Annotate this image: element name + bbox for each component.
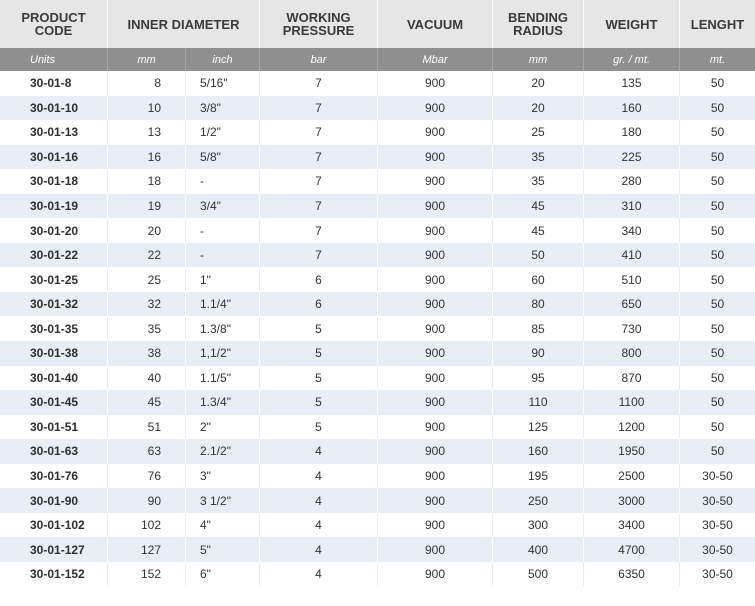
header-length: LENGHT bbox=[680, 0, 755, 48]
cell-inner-diameter-mm: 20 bbox=[108, 218, 186, 243]
cell-length: 50 bbox=[680, 71, 755, 96]
cell-product-code: 30-01-18 bbox=[0, 169, 108, 194]
table-row bbox=[0, 267, 755, 292]
cell-weight: 135 bbox=[584, 71, 680, 96]
cell-working-pressure: 7 bbox=[260, 120, 378, 145]
cell-inner-diameter-inch: - bbox=[186, 243, 260, 268]
cell-product-code: 30-01-102 bbox=[0, 513, 108, 538]
cell-working-pressure: 5 bbox=[260, 316, 378, 341]
cell-inner-diameter-inch: 3 1/2" bbox=[186, 488, 260, 513]
cell-bending-radius: 250 bbox=[493, 488, 584, 513]
cell-inner-diameter-mm: 90 bbox=[108, 488, 186, 513]
table-row bbox=[0, 390, 755, 415]
cell-bending-radius: 35 bbox=[493, 169, 584, 194]
header-product-code: PRODUCT CODE bbox=[0, 0, 108, 48]
header-row bbox=[0, 0, 755, 48]
cell-product-code: 30-01-90 bbox=[0, 488, 108, 513]
cell-vacuum: 900 bbox=[378, 562, 493, 587]
cell-inner-diameter-inch: 1,1/2" bbox=[186, 341, 260, 366]
cell-inner-diameter-inch: 4" bbox=[186, 513, 260, 538]
table-row bbox=[0, 316, 755, 341]
cell-product-code: 30-01-152 bbox=[0, 562, 108, 587]
header-weight: WEIGHT bbox=[584, 0, 680, 48]
cell-working-pressure: 4 bbox=[260, 513, 378, 538]
cell-weight: 410 bbox=[584, 243, 680, 268]
table-row bbox=[0, 464, 755, 489]
cell-product-code: 30-01-63 bbox=[0, 439, 108, 464]
cell-working-pressure: 4 bbox=[260, 464, 378, 489]
header-inner-diameter: INNER DIAMETER bbox=[108, 0, 260, 48]
cell-product-code: 30-01-40 bbox=[0, 366, 108, 391]
cell-length: 50 bbox=[680, 169, 755, 194]
cell-vacuum: 900 bbox=[378, 120, 493, 145]
cell-inner-diameter-inch: 1/2" bbox=[186, 120, 260, 145]
cell-vacuum: 900 bbox=[378, 341, 493, 366]
cell-bending-radius: 20 bbox=[493, 96, 584, 121]
cell-bending-radius: 160 bbox=[493, 439, 584, 464]
cell-vacuum: 900 bbox=[378, 415, 493, 440]
cell-inner-diameter-inch: - bbox=[186, 218, 260, 243]
cell-working-pressure: 7 bbox=[260, 194, 378, 219]
cell-product-code: 30-01-38 bbox=[0, 341, 108, 366]
cell-length: 50 bbox=[680, 366, 755, 391]
unit-weight: gr. / mt. bbox=[584, 48, 680, 71]
cell-bending-radius: 25 bbox=[493, 120, 584, 145]
cell-vacuum: 900 bbox=[378, 537, 493, 562]
cell-length: 50 bbox=[680, 243, 755, 268]
cell-vacuum: 900 bbox=[378, 243, 493, 268]
cell-inner-diameter-inch: 1.3/4" bbox=[186, 390, 260, 415]
cell-product-code: 30-01-32 bbox=[0, 292, 108, 317]
cell-weight: 730 bbox=[584, 316, 680, 341]
cell-vacuum: 900 bbox=[378, 292, 493, 317]
cell-weight: 4700 bbox=[584, 537, 680, 562]
cell-weight: 280 bbox=[584, 169, 680, 194]
table-row bbox=[0, 194, 755, 219]
cell-product-code: 30-01-51 bbox=[0, 415, 108, 440]
cell-inner-diameter-mm: 16 bbox=[108, 145, 186, 170]
cell-weight: 225 bbox=[584, 145, 680, 170]
cell-vacuum: 900 bbox=[378, 488, 493, 513]
cell-weight: 800 bbox=[584, 341, 680, 366]
cell-weight: 2500 bbox=[584, 464, 680, 489]
cell-vacuum: 900 bbox=[378, 267, 493, 292]
cell-vacuum: 900 bbox=[378, 316, 493, 341]
cell-inner-diameter-mm: 18 bbox=[108, 169, 186, 194]
cell-weight: 1200 bbox=[584, 415, 680, 440]
header-bending-radius: BENDING RADIUS bbox=[493, 0, 584, 48]
cell-length: 50 bbox=[680, 96, 755, 121]
cell-inner-diameter-inch: 1" bbox=[186, 267, 260, 292]
cell-working-pressure: 5 bbox=[260, 415, 378, 440]
cell-working-pressure: 5 bbox=[260, 366, 378, 391]
cell-vacuum: 900 bbox=[378, 194, 493, 219]
table-row bbox=[0, 537, 755, 562]
cell-inner-diameter-inch: 1.3/8" bbox=[186, 316, 260, 341]
table-body bbox=[0, 71, 755, 586]
header-working-pressure: WORKING PRESSURE bbox=[260, 0, 378, 48]
cell-bending-radius: 60 bbox=[493, 267, 584, 292]
table-row bbox=[0, 120, 755, 145]
cell-bending-radius: 500 bbox=[493, 562, 584, 587]
cell-bending-radius: 300 bbox=[493, 513, 584, 538]
cell-bending-radius: 195 bbox=[493, 464, 584, 489]
cell-length: 50 bbox=[680, 316, 755, 341]
table-row bbox=[0, 145, 755, 170]
cell-inner-diameter-inch: 5/8" bbox=[186, 145, 260, 170]
cell-product-code: 30-01-22 bbox=[0, 243, 108, 268]
cell-vacuum: 900 bbox=[378, 366, 493, 391]
cell-inner-diameter-mm: 25 bbox=[108, 267, 186, 292]
cell-product-code: 30-01-13 bbox=[0, 120, 108, 145]
cell-working-pressure: 7 bbox=[260, 96, 378, 121]
table-row bbox=[0, 341, 755, 366]
table-row bbox=[0, 562, 755, 587]
cell-length: 50 bbox=[680, 390, 755, 415]
cell-inner-diameter-inch: 5" bbox=[186, 537, 260, 562]
cell-length: 50 bbox=[680, 120, 755, 145]
cell-working-pressure: 4 bbox=[260, 488, 378, 513]
cell-working-pressure: 7 bbox=[260, 169, 378, 194]
cell-length: 30-50 bbox=[680, 488, 755, 513]
cell-length: 30-50 bbox=[680, 464, 755, 489]
cell-product-code: 30-01-8 bbox=[0, 71, 108, 96]
cell-inner-diameter-mm: 19 bbox=[108, 194, 186, 219]
cell-inner-diameter-mm: 45 bbox=[108, 390, 186, 415]
cell-working-pressure: 4 bbox=[260, 537, 378, 562]
cell-inner-diameter-mm: 13 bbox=[108, 120, 186, 145]
cell-vacuum: 900 bbox=[378, 390, 493, 415]
cell-bending-radius: 45 bbox=[493, 218, 584, 243]
cell-working-pressure: 7 bbox=[260, 145, 378, 170]
cell-length: 30-50 bbox=[680, 513, 755, 538]
cell-weight: 3000 bbox=[584, 488, 680, 513]
cell-bending-radius: 45 bbox=[493, 194, 584, 219]
cell-length: 30-50 bbox=[680, 537, 755, 562]
cell-inner-diameter-inch: 1.1/4" bbox=[186, 292, 260, 317]
cell-inner-diameter-mm: 127 bbox=[108, 537, 186, 562]
table-row bbox=[0, 243, 755, 268]
cell-inner-diameter-inch: 3/8" bbox=[186, 96, 260, 121]
cell-inner-diameter-mm: 51 bbox=[108, 415, 186, 440]
cell-inner-diameter-mm: 38 bbox=[108, 341, 186, 366]
cell-length: 50 bbox=[680, 292, 755, 317]
cell-bending-radius: 125 bbox=[493, 415, 584, 440]
cell-inner-diameter-mm: 8 bbox=[108, 71, 186, 96]
cell-inner-diameter-inch: 2" bbox=[186, 415, 260, 440]
table-row bbox=[0, 292, 755, 317]
cell-weight: 340 bbox=[584, 218, 680, 243]
cell-working-pressure: 7 bbox=[260, 243, 378, 268]
cell-inner-diameter-inch: - bbox=[186, 169, 260, 194]
cell-inner-diameter-mm: 22 bbox=[108, 243, 186, 268]
cell-vacuum: 900 bbox=[378, 513, 493, 538]
cell-weight: 310 bbox=[584, 194, 680, 219]
cell-inner-diameter-mm: 35 bbox=[108, 316, 186, 341]
cell-vacuum: 900 bbox=[378, 71, 493, 96]
cell-inner-diameter-inch: 3" bbox=[186, 464, 260, 489]
table-row bbox=[0, 366, 755, 391]
unit-pressure: bar bbox=[260, 48, 378, 71]
cell-working-pressure: 5 bbox=[260, 341, 378, 366]
cell-inner-diameter-inch: 6" bbox=[186, 562, 260, 587]
cell-product-code: 30-01-19 bbox=[0, 194, 108, 219]
cell-bending-radius: 110 bbox=[493, 390, 584, 415]
cell-weight: 870 bbox=[584, 366, 680, 391]
cell-length: 50 bbox=[680, 267, 755, 292]
cell-inner-diameter-inch: 3/4" bbox=[186, 194, 260, 219]
cell-vacuum: 900 bbox=[378, 96, 493, 121]
cell-product-code: 30-01-127 bbox=[0, 537, 108, 562]
table-row bbox=[0, 488, 755, 513]
cell-bending-radius: 35 bbox=[493, 145, 584, 170]
cell-bending-radius: 400 bbox=[493, 537, 584, 562]
unit-length: mt. bbox=[680, 48, 755, 71]
unit-mm: mm bbox=[108, 48, 186, 71]
cell-inner-diameter-mm: 76 bbox=[108, 464, 186, 489]
cell-bending-radius: 80 bbox=[493, 292, 584, 317]
cell-product-code: 30-01-10 bbox=[0, 96, 108, 121]
cell-length: 50 bbox=[680, 341, 755, 366]
cell-weight: 3400 bbox=[584, 513, 680, 538]
cell-working-pressure: 5 bbox=[260, 390, 378, 415]
cell-inner-diameter-inch: 1.1/5" bbox=[186, 366, 260, 391]
cell-length: 50 bbox=[680, 415, 755, 440]
cell-vacuum: 900 bbox=[378, 145, 493, 170]
cell-product-code: 30-01-45 bbox=[0, 390, 108, 415]
cell-length: 50 bbox=[680, 439, 755, 464]
cell-working-pressure: 6 bbox=[260, 267, 378, 292]
cell-weight: 6350 bbox=[584, 562, 680, 587]
cell-working-pressure: 7 bbox=[260, 71, 378, 96]
cell-vacuum: 900 bbox=[378, 169, 493, 194]
table-row bbox=[0, 169, 755, 194]
cell-inner-diameter-inch: 5/16" bbox=[186, 71, 260, 96]
cell-inner-diameter-mm: 40 bbox=[108, 366, 186, 391]
cell-length: 50 bbox=[680, 218, 755, 243]
unit-vacuum: Mbar bbox=[378, 48, 493, 71]
table-row bbox=[0, 96, 755, 121]
header-vacuum: VACUUM bbox=[378, 0, 493, 48]
cell-product-code: 30-01-76 bbox=[0, 464, 108, 489]
units-row bbox=[0, 48, 755, 71]
table-row bbox=[0, 415, 755, 440]
table-row bbox=[0, 513, 755, 538]
cell-weight: 650 bbox=[584, 292, 680, 317]
cell-length: 50 bbox=[680, 194, 755, 219]
cell-product-code: 30-01-16 bbox=[0, 145, 108, 170]
cell-bending-radius: 85 bbox=[493, 316, 584, 341]
cell-product-code: 30-01-35 bbox=[0, 316, 108, 341]
cell-length: 50 bbox=[680, 145, 755, 170]
table-row bbox=[0, 439, 755, 464]
unit-inch: inch bbox=[186, 48, 260, 71]
cell-inner-diameter-mm: 10 bbox=[108, 96, 186, 121]
cell-vacuum: 900 bbox=[378, 218, 493, 243]
cell-weight: 1950 bbox=[584, 439, 680, 464]
cell-length: 30-50 bbox=[680, 562, 755, 587]
cell-working-pressure: 4 bbox=[260, 439, 378, 464]
cell-bending-radius: 20 bbox=[493, 71, 584, 96]
cell-vacuum: 900 bbox=[378, 439, 493, 464]
cell-weight: 510 bbox=[584, 267, 680, 292]
cell-inner-diameter-inch: 2.1/2" bbox=[186, 439, 260, 464]
cell-vacuum: 900 bbox=[378, 464, 493, 489]
cell-inner-diameter-mm: 63 bbox=[108, 439, 186, 464]
units-label: Units bbox=[0, 48, 108, 71]
cell-working-pressure: 6 bbox=[260, 292, 378, 317]
cell-weight: 160 bbox=[584, 96, 680, 121]
cell-inner-diameter-mm: 32 bbox=[108, 292, 186, 317]
cell-bending-radius: 90 bbox=[493, 341, 584, 366]
cell-product-code: 30-01-25 bbox=[0, 267, 108, 292]
cell-inner-diameter-mm: 102 bbox=[108, 513, 186, 538]
table-row bbox=[0, 218, 755, 243]
unit-radius: mm bbox=[493, 48, 584, 71]
cell-bending-radius: 50 bbox=[493, 243, 584, 268]
cell-inner-diameter-mm: 152 bbox=[108, 562, 186, 587]
cell-working-pressure: 7 bbox=[260, 218, 378, 243]
table-row bbox=[0, 71, 755, 96]
cell-working-pressure: 4 bbox=[260, 562, 378, 587]
cell-weight: 180 bbox=[584, 120, 680, 145]
cell-weight: 1100 bbox=[584, 390, 680, 415]
cell-product-code: 30-01-20 bbox=[0, 218, 108, 243]
cell-bending-radius: 95 bbox=[493, 366, 584, 391]
